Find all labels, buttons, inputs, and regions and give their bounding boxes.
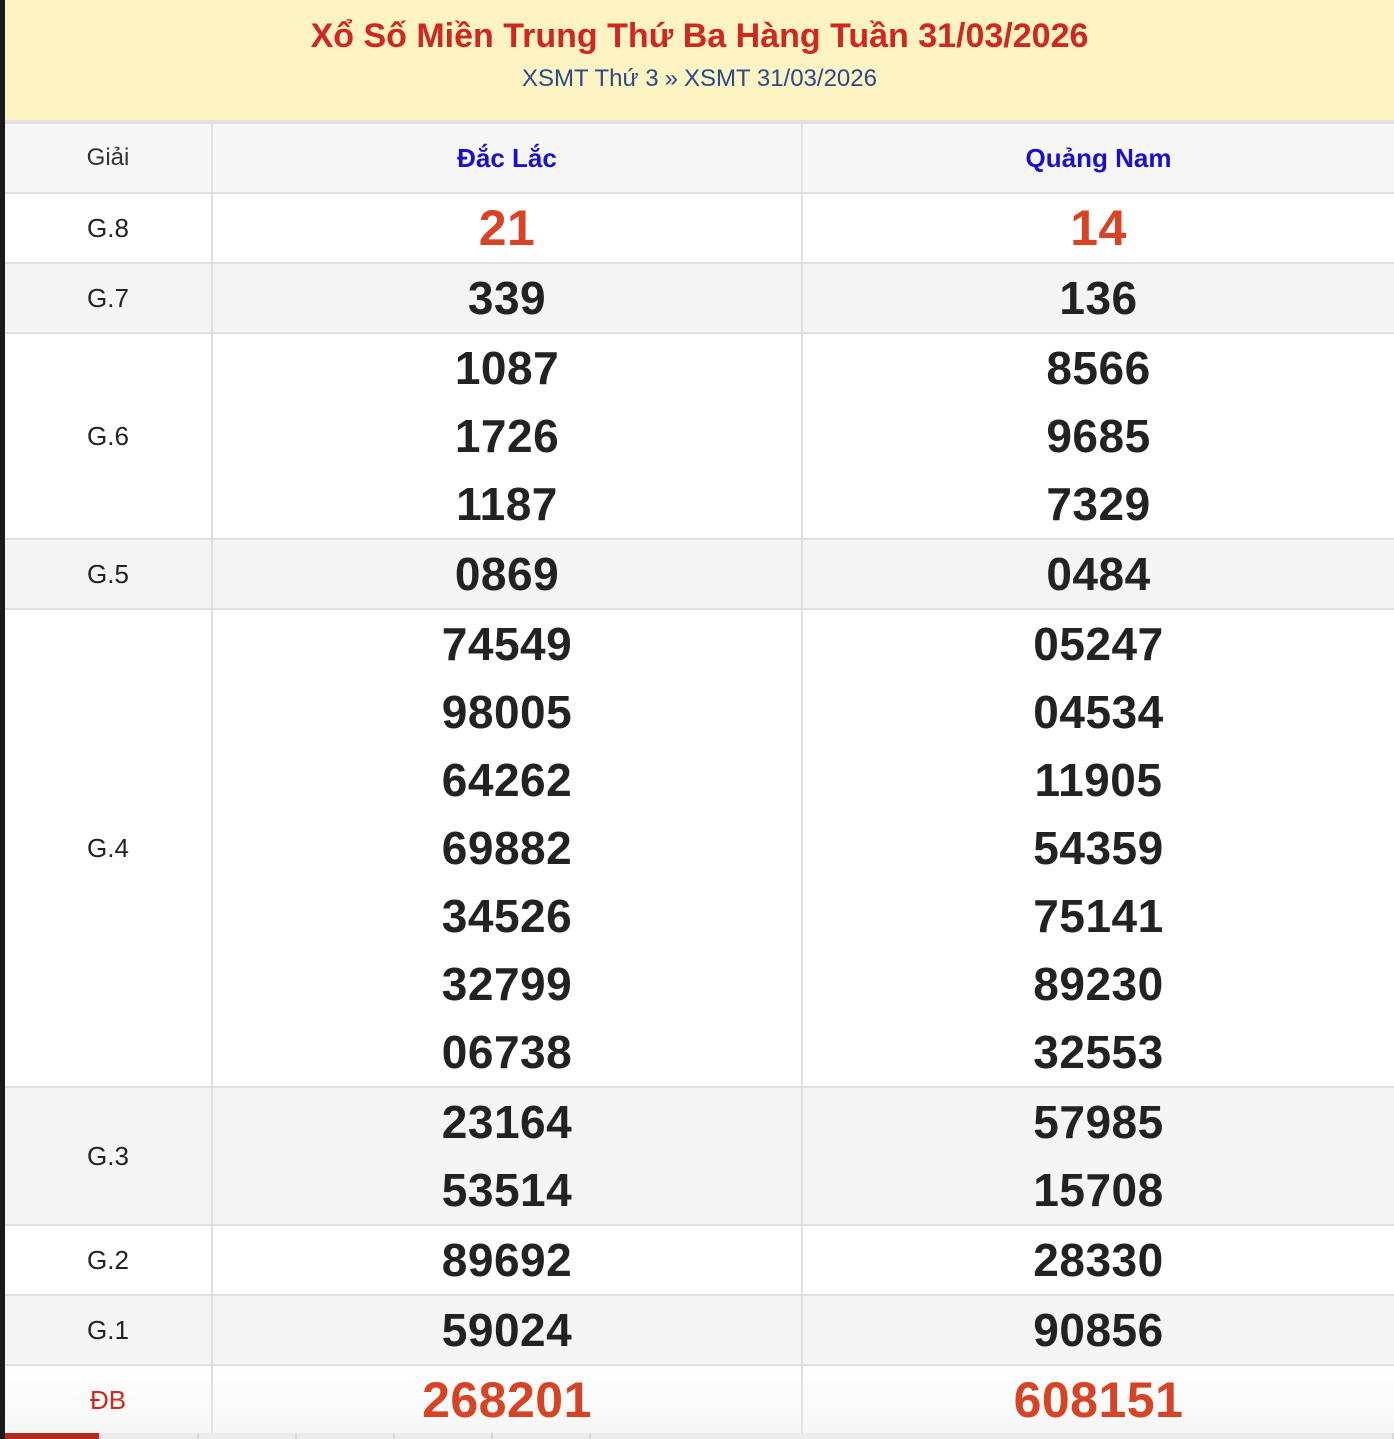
results-table — [5, 122, 1394, 1436]
tab[interactable] — [199, 1433, 297, 1439]
prize-label: G.3 — [87, 1140, 129, 1171]
prize-number: 8566 — [1046, 342, 1151, 394]
prize-number: 0484 — [1046, 548, 1151, 600]
prize-number: 64262 — [441, 754, 573, 806]
table-row-g1 — [5, 1295, 1394, 1365]
prize-label: G.8 — [87, 212, 129, 243]
column-header-giai: Giải — [5, 123, 212, 193]
prize-number: 11905 — [1034, 754, 1163, 806]
prize-number: 89230 — [1033, 958, 1164, 1010]
tab[interactable] — [101, 1433, 199, 1439]
prize-label: G.1 — [87, 1314, 129, 1345]
province-link-quang-nam[interactable]: Quảng Nam — [1025, 142, 1172, 173]
column-header-province[interactable] — [212, 123, 802, 193]
tab[interactable] — [591, 1433, 1394, 1439]
prize-number: 7329 — [1046, 478, 1151, 530]
prize-number: 57985 — [1033, 1096, 1164, 1148]
table-row-g6 — [5, 333, 1394, 539]
bottom-tab-bar — [5, 1433, 1394, 1439]
table-row-g8 — [5, 193, 1394, 263]
page-title: Xổ Số Miền Trung Thứ Ba Hàng Tuần 31/03/2026 — [310, 17, 1089, 55]
prize-number: 32553 — [1033, 1026, 1164, 1078]
prize-number: 1187 — [456, 478, 558, 530]
table-row-g3 — [5, 1087, 1394, 1225]
prize-label: G.2 — [87, 1244, 129, 1275]
prize-number: 9685 — [1046, 410, 1151, 462]
prize-number: 1087 — [454, 342, 560, 394]
prize-number: 69882 — [441, 822, 573, 874]
tab[interactable] — [493, 1433, 591, 1439]
prize-number: 59024 — [441, 1304, 573, 1356]
prize-number: 15708 — [1033, 1164, 1164, 1216]
prize-number: 23164 — [441, 1096, 573, 1148]
table-header-row — [5, 123, 1394, 193]
prize-label: G.5 — [87, 558, 129, 589]
prize-label: G.4 — [87, 832, 129, 863]
prize-number: 34526 — [441, 890, 573, 942]
prize-number: 75141 — [1033, 890, 1164, 942]
prize-label: G.7 — [87, 282, 129, 313]
results-panel — [5, 0, 1394, 1436]
prize-number: 06738 — [441, 1026, 573, 1078]
prize-number: 14 — [1070, 200, 1127, 256]
prize-number: 32799 — [441, 958, 573, 1010]
prize-number: 90856 — [1033, 1304, 1164, 1356]
prize-number: 05247 — [1033, 618, 1164, 670]
table-row-g4 — [5, 609, 1394, 1087]
table-row-g2 — [5, 1225, 1394, 1295]
prize-number: 53514 — [441, 1164, 573, 1216]
prize-number: 1726 — [454, 410, 560, 462]
prize-number: 0869 — [454, 548, 560, 600]
special-prize-number: 268201 — [422, 1372, 592, 1428]
breadcrumb-link-xsmt-thu-3[interactable]: XSMT Thứ 3 — [522, 65, 659, 92]
province-link-dac-lac[interactable]: Đắc Lắc — [457, 142, 557, 173]
column-header-province[interactable] — [802, 123, 1394, 193]
prize-number: 339 — [467, 272, 547, 324]
prize-number: 28330 — [1033, 1234, 1164, 1286]
prize-number: 98005 — [441, 686, 573, 738]
table-row-g5 — [5, 539, 1394, 609]
table-row-g7 — [5, 263, 1394, 333]
tab[interactable] — [297, 1433, 395, 1439]
results-header — [5, 0, 1394, 122]
prize-number: 04534 — [1033, 686, 1164, 738]
tab-active[interactable] — [5, 1433, 101, 1439]
prize-label-special: ĐB — [89, 1384, 127, 1415]
prize-number: 54359 — [1033, 822, 1164, 874]
breadcrumb-link-xsmt-date[interactable]: XSMT 31/03/2026 — [683, 65, 877, 92]
prize-number: 21 — [478, 200, 536, 256]
prize-number: 136 — [1059, 272, 1138, 324]
breadcrumb — [5, 64, 1394, 94]
table-row-special — [5, 1365, 1394, 1435]
prize-number: 89692 — [441, 1234, 573, 1286]
prize-number: 74549 — [441, 618, 573, 670]
special-prize-number: 608151 — [1013, 1372, 1184, 1428]
breadcrumb-separator: » — [664, 65, 678, 92]
tab[interactable] — [395, 1433, 493, 1439]
prize-label: G.6 — [87, 420, 129, 451]
